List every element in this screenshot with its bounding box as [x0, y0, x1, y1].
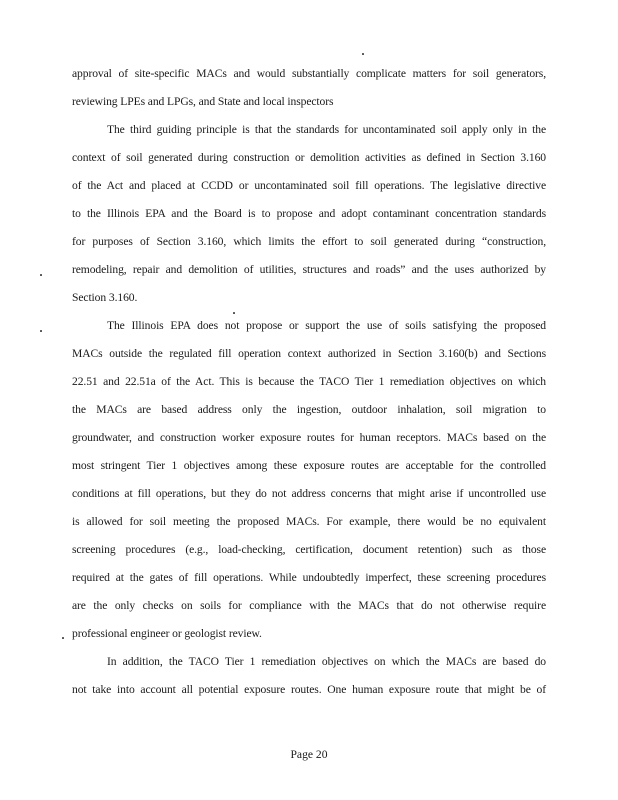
paragraph-3-line-11: are the only checks on soils for compliance with the MACs that do not otherwise require [72, 599, 546, 612]
paragraph-3-line-6: most stringent Tier 1 objectives among these exposure routes are acceptable for the controlled [72, 459, 546, 472]
paragraph-1-line-2: reviewing LPEs and LPGs, and State and local inspectors [72, 95, 334, 108]
paragraph-2-line-2: context of soil generated during construction or demolition activities as defined in Section 3.160 [72, 151, 546, 164]
paragraph-3-line-2: MACs outside the regulated fill operation context authorized in Section 3.160(b) and Sections [72, 347, 546, 360]
paragraph-2-line-1: The third guiding principle is that the standards for uncontaminated soil apply only in the [107, 123, 546, 136]
paragraph-1-line-1: approval of site-specific MACs and would substantially complicate matters for soil generators, [72, 67, 546, 80]
page-number: Page 20 [290, 748, 328, 761]
paragraph-3-line-12: professional engineer or geologist review. [72, 627, 262, 640]
paragraph-3-line-8: is allowed for soil meeting the proposed MACs. For example, there would be no equivalent [72, 515, 546, 528]
paragraph-2-line-3: of the Act and placed at CCDD or uncontaminated soil fill operations. The legislative directive [72, 179, 546, 192]
paragraph-3-line-1: The Illinois EPA does not propose or support the use of soils satisfying the proposed [107, 319, 546, 332]
paragraph-2-line-6: remodeling, repair and demolition of utilities, structures and roads” and the uses authorized by [72, 263, 546, 276]
paragraph-3-line-4: the MACs are based address only the ingestion, outdoor inhalation, soil migration to [72, 403, 546, 416]
scan-speck [233, 312, 235, 314]
paragraph-4-line-1: In addition, the TACO Tier 1 remediation objectives on which the MACs are based do [107, 655, 546, 668]
scan-speck [40, 330, 42, 332]
paragraph-2-line-5: for purposes of Section 3.160, which limits the effort to soil generated during “construction, [72, 235, 546, 248]
paragraph-3-line-10: required at the gates of fill operations. While undoubtedly imperfect, these screening procedures [72, 571, 546, 584]
scan-speck [362, 53, 364, 55]
paragraph-3-line-5: groundwater, and construction worker exposure routes for human receptors. MACs based on the [72, 431, 546, 444]
paragraph-2-line-7: Section 3.160. [72, 291, 138, 304]
paragraph-4-line-2: not take into account all potential exposure routes. One human exposure route that might be of [72, 683, 546, 696]
paragraph-3-line-3: 22.51 and 22.51a of the Act. This is because the TACO Tier 1 remediation objectives on which [72, 375, 546, 388]
paragraph-3-line-9: screening procedures (e.g., load-checking, certification, document retention) such as those [72, 543, 546, 556]
scan-speck [62, 637, 64, 639]
scan-speck [40, 274, 42, 276]
paragraph-3-line-7: conditions at fill operations, but they do not address concerns that might arise if uncontrolled use [72, 487, 546, 500]
paragraph-2-line-4: to the Illinois EPA and the Board is to propose and adopt contaminant concentration standards [72, 207, 546, 220]
